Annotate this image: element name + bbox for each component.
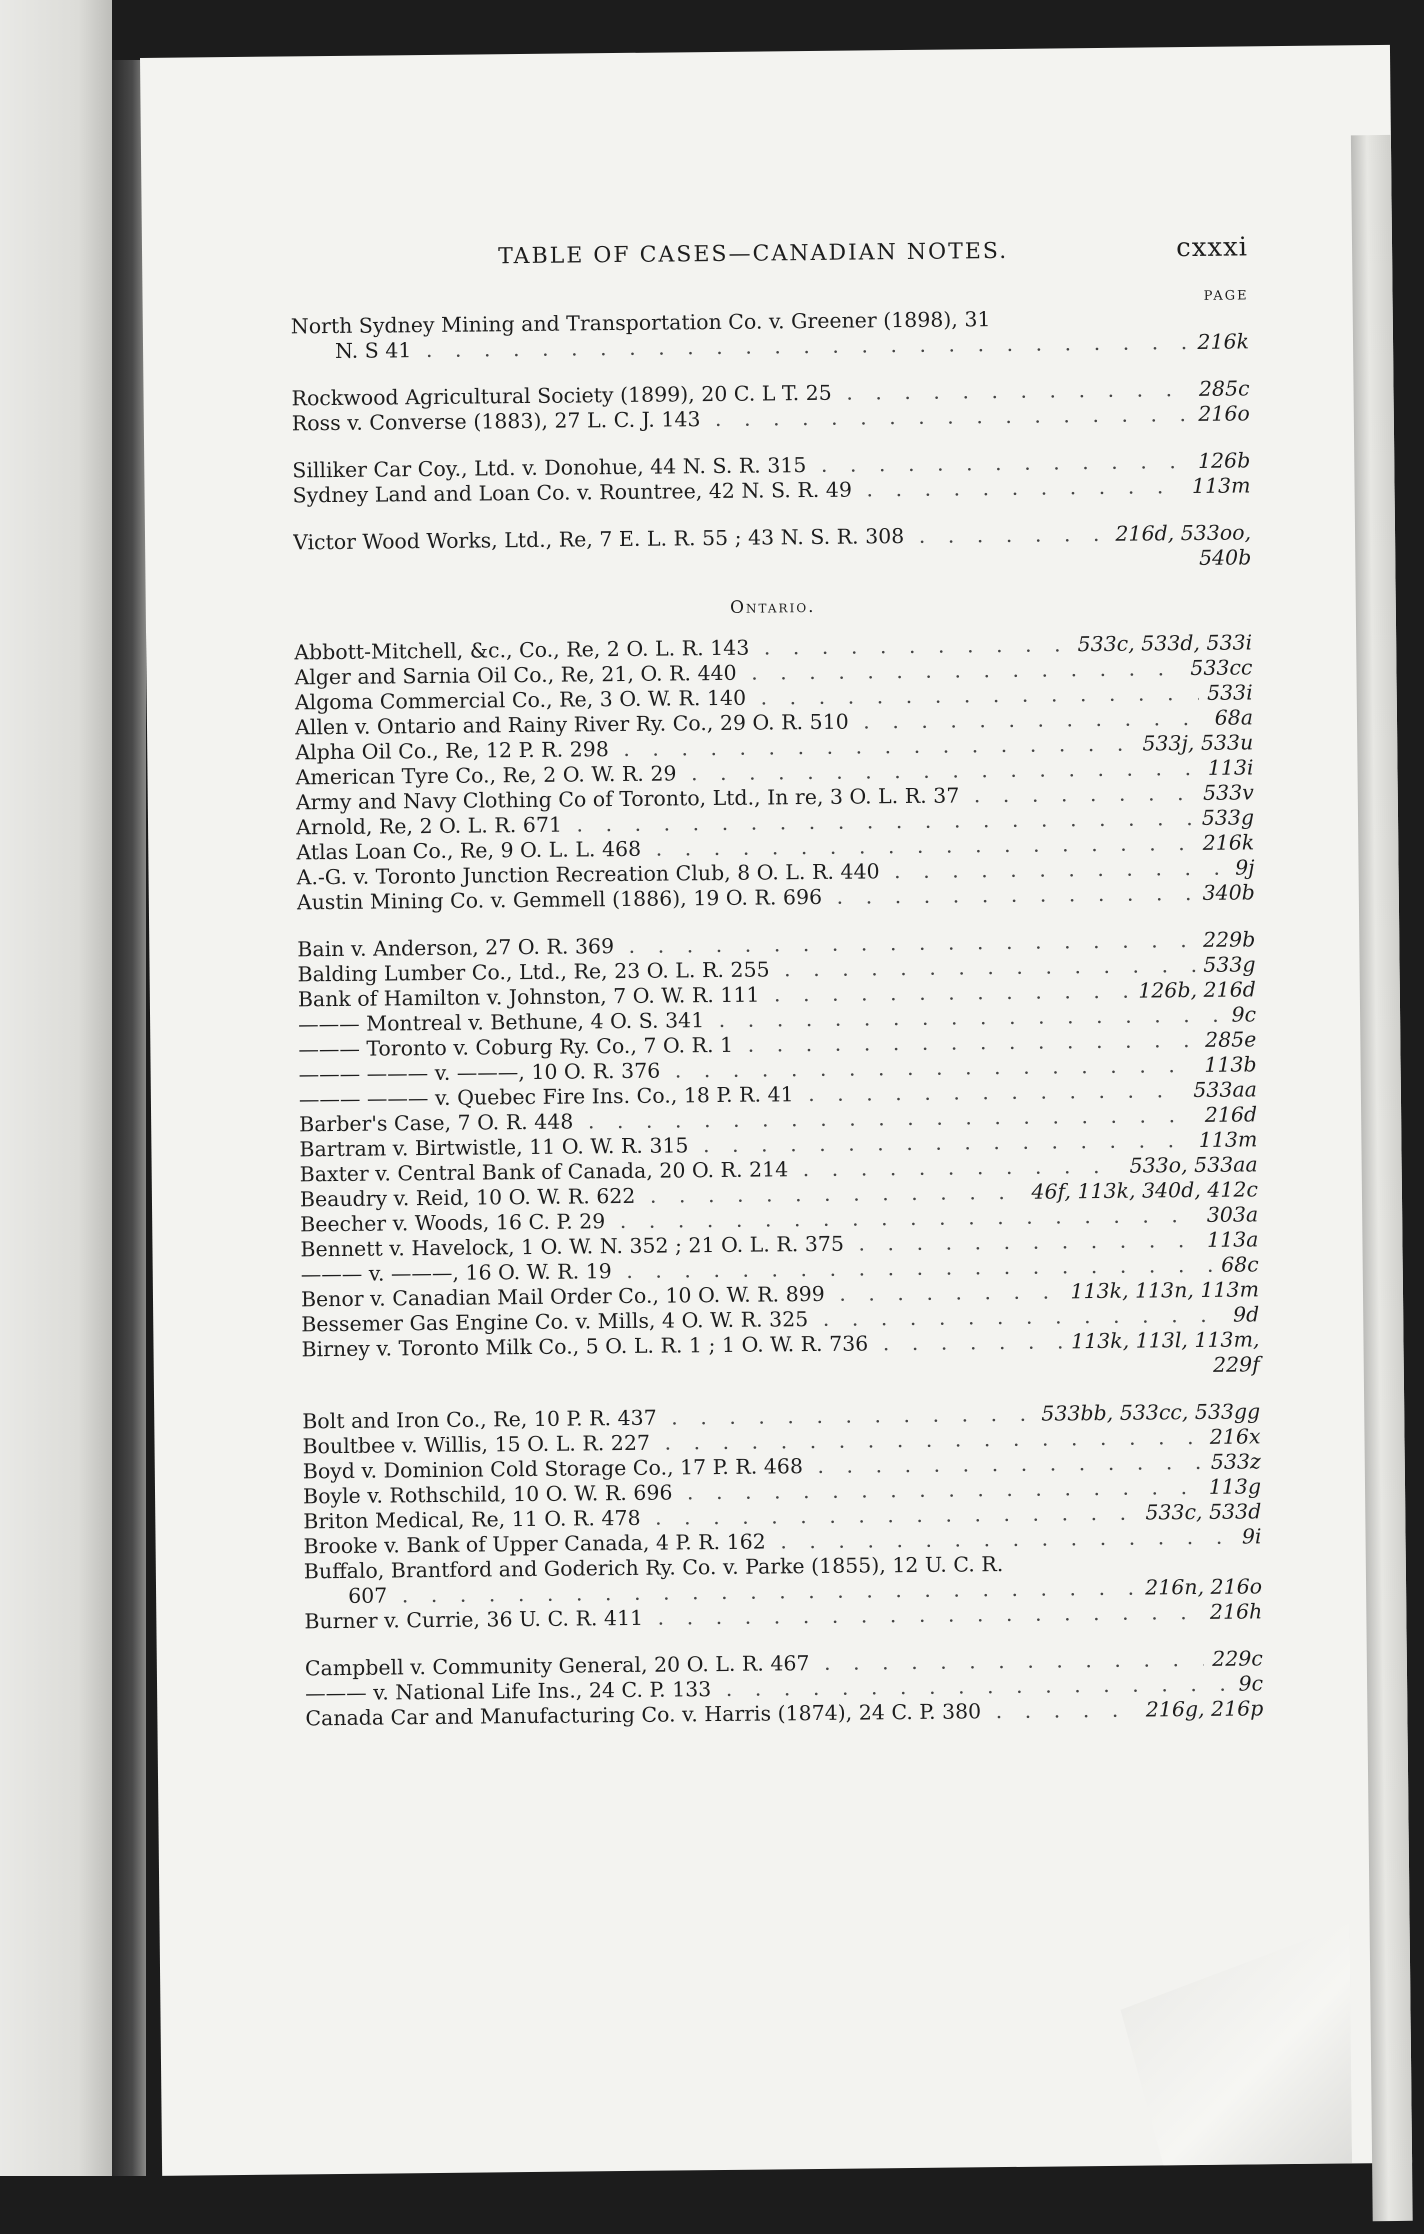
page-reference: 9d bbox=[1232, 1302, 1260, 1327]
case-name: Bennett v. Havelock, 1 O. W. N. 352 ; 21 O. L. R. 375 . . . bbox=[300, 1228, 1199, 1262]
folded-corner bbox=[1120, 1923, 1353, 2165]
case-name: Alpha Oil Co., Re, 12 P. R. 298 . . . bbox=[295, 732, 1134, 766]
case-entry bbox=[293, 520, 1251, 580]
page-reference: 216d, 533oo, bbox=[1115, 520, 1252, 546]
case-name: Campbell v. Community General, 20 O. L. R. 467 . . . bbox=[305, 1647, 1205, 1681]
case-name: Bain v. Anderson, 27 O. R. 369 . . . bbox=[297, 928, 1195, 962]
page-reference: 533i bbox=[1206, 680, 1253, 705]
page-reference: 113i bbox=[1207, 755, 1254, 780]
case-name: Rockwood Agricultural Society (1899), 20 C. L T. 25 . . . bbox=[291, 377, 1191, 411]
case-name: Silliker Car Coy., Ltd. v. Donohue, 44 N. S. R. 315 . . . bbox=[292, 449, 1190, 483]
page-reference: 533o, 533aa bbox=[1129, 1152, 1258, 1178]
page-reference: 113g bbox=[1208, 1474, 1262, 1499]
case-name: Boultbee v. Willis, 15 O. L. R. 227 . . . bbox=[302, 1425, 1202, 1459]
case-name: Alger and Sarnia Oil Co., Re, 21, O. R. 440 . . . bbox=[294, 656, 1182, 690]
facing-page-edge bbox=[0, 0, 112, 2176]
running-header bbox=[290, 232, 1248, 292]
page-reference: 285c bbox=[1198, 376, 1250, 401]
case-name: Bank of Hamilton v. Johnston, 7 O. W. R. 111 . . . bbox=[298, 979, 1131, 1013]
case-name: Beaudry v. Reid, 10 O. W. R. 622 . . . bbox=[300, 1180, 1024, 1213]
page-reference: 533cc bbox=[1190, 655, 1253, 681]
case-name: Ross v. Converse (1883), 27 L. C. J. 143 . . . bbox=[292, 402, 1191, 436]
page-reference: 533c, 533d, 533i bbox=[1077, 630, 1253, 657]
case-name: Bessemer Gas Engine Co. v. Mills, 4 O. W. R. 325 . . . bbox=[301, 1303, 1225, 1338]
page-reference: 229b bbox=[1202, 927, 1256, 952]
case-name: Bolt and Iron Co., Re, 10 P. R. 437 . . . bbox=[302, 1402, 1033, 1435]
page-reference: 303a bbox=[1206, 1202, 1259, 1227]
page-reference: 533g bbox=[1203, 952, 1256, 977]
page-reference: 216o bbox=[1198, 401, 1250, 426]
section-title-ontario: Ontario. bbox=[729, 596, 816, 618]
page-reference: 113m bbox=[1191, 473, 1251, 499]
case-name: Barber's Case, 7 O. R. 448 . . . bbox=[299, 1103, 1197, 1137]
page-reference: 68c bbox=[1220, 1252, 1259, 1277]
page-reference: 533c, 533d bbox=[1145, 1499, 1262, 1525]
page-reference: 216d bbox=[1204, 1102, 1258, 1127]
page-reference: 126b bbox=[1197, 448, 1251, 473]
case-name: Victor Wood Works, Ltd., Re, 7 E. L. R. 55 ; 43 N. S. R. 308 . . . bbox=[293, 522, 1108, 556]
case-name: Canada Car and Manufacturing Co. v. Harris (1874), 24 C. P. 380 . . . bbox=[305, 1698, 1138, 1732]
case-table bbox=[290, 232, 1264, 1731]
page-column-label: PAGE bbox=[1203, 288, 1249, 304]
page-reference: 113a bbox=[1206, 1227, 1259, 1252]
page-title: TABLE OF CASES—CANADIAN NOTES. bbox=[498, 238, 1009, 270]
page-number: cxxxi bbox=[1176, 232, 1249, 264]
ontario-cases bbox=[294, 630, 1263, 1731]
case-name: Buffalo, Brantford and Goderich Ry. Co. v. Parke (1855), 12 U. C. R. bbox=[303, 1552, 1004, 1584]
page-reference: 216k bbox=[1202, 830, 1255, 855]
case-name: Abbott-Mitchell, &c., Co., Re, 2 O. L. R. 143 . . . bbox=[294, 632, 1070, 665]
case-name: Boyle v. Rothschild, 10 O. W. R. 696 . . . bbox=[303, 1475, 1201, 1509]
case-name: Austin Mining Co. v. Gemmell (1886), 19 O. R. 696 . . . bbox=[297, 881, 1195, 915]
case-name-continued: 607 . . . bbox=[304, 1576, 1137, 1610]
book-page bbox=[140, 45, 1412, 2176]
case-name: ——— v. ———, 16 O. W. R. 19 . . . bbox=[301, 1253, 1214, 1288]
case-name: Birney v. Toronto Milk Co., 5 O. L. R. 1 ; 1 O. W. R. 736 . . . bbox=[301, 1329, 1063, 1362]
page-reference: 9c bbox=[1231, 1002, 1257, 1027]
page-reference: 216n, 216o bbox=[1145, 1574, 1263, 1600]
page-reference: 216x bbox=[1209, 1424, 1261, 1449]
case-name: North Sydney Mining and Transportation Co. v. Greener (1898), 31 bbox=[290, 307, 991, 339]
page-stack-edge bbox=[1351, 135, 1413, 2221]
case-name: ——— v. National Life Ins., 24 C. P. 133 . . . bbox=[305, 1672, 1231, 1707]
case-name: Beecher v. Woods, 16 C. P. 29 . . . bbox=[300, 1203, 1199, 1237]
case-name: Algoma Commercial Co., Re, 3 O. W. R. 140 . . . bbox=[295, 681, 1200, 715]
case-name: A.-G. v. Toronto Junction Recreation Club, 8 O. L. R. 440 . . . bbox=[296, 856, 1227, 891]
case-name: Brooke v. Bank of Upper Canada, 4 P. R. 162 . . . bbox=[303, 1525, 1234, 1560]
page-reference: 46f, 113k, 340d, 412c bbox=[1031, 1177, 1259, 1204]
page-reference-continued: 540b bbox=[1198, 545, 1252, 570]
page-reference: 216g, 216p bbox=[1145, 1696, 1264, 1722]
nova-scotia-cases bbox=[291, 304, 1252, 580]
case-name: Sydney Land and Loan Co. v. Rountree, 42 N. S. R. 49 . . . bbox=[292, 474, 1184, 508]
page-reference-continued: 229f bbox=[1212, 1352, 1260, 1377]
case-name: ——— Toronto v. Coburg Ry. Co., 7 O. R. 1 . . . bbox=[298, 1028, 1197, 1062]
case-name: Benor v. Canadian Mail Order Co., 10 O. W. R. 899 . . . bbox=[301, 1279, 1063, 1312]
book-spine bbox=[112, 60, 146, 2176]
page-reference: 68a bbox=[1214, 705, 1254, 730]
page-reference: 216k bbox=[1197, 329, 1250, 354]
case-name: ——— ——— v. ———, 10 O. R. 376 . . . bbox=[299, 1053, 1197, 1087]
case-name: Bartram v. Birtwistle, 11 O. W. R. 315 . . . bbox=[299, 1128, 1191, 1162]
case-name: Baxter v. Central Bank of Canada, 20 O. R. 214 . . . bbox=[300, 1154, 1122, 1188]
page-reference: 533v bbox=[1202, 780, 1254, 805]
page-reference: 9i bbox=[1241, 1524, 1262, 1549]
page-reference: 113b bbox=[1204, 1052, 1257, 1077]
case-entry bbox=[291, 304, 1249, 364]
page-reference: 533bb, 533cc, 533gg bbox=[1041, 1399, 1261, 1426]
page-reference: 9j bbox=[1235, 855, 1255, 880]
page-reference: 113k, 113n, 113m bbox=[1070, 1277, 1260, 1304]
page-reference: 533z bbox=[1210, 1449, 1261, 1474]
page-reference: 113k, 113l, 113m, bbox=[1070, 1327, 1260, 1354]
case-name-continued: N. S 41 . . . bbox=[291, 330, 1190, 364]
page-reference: 9c bbox=[1238, 1671, 1264, 1696]
case-name: Boyd v. Dominion Cold Storage Co., 17 P. R. 468 . . . bbox=[303, 1450, 1203, 1484]
page-reference: 340b bbox=[1202, 880, 1255, 905]
case-name: Army and Navy Clothing Co of Toronto, Ltd., In re, 3 O. L. R. 37 . . . bbox=[296, 781, 1195, 815]
case-name: Balding Lumber Co., Ltd., Re, 23 O. L. R. 255 . . . bbox=[297, 953, 1195, 987]
case-name: Arnold, Re, 2 O. L. R. 671 . . . bbox=[296, 806, 1194, 840]
case-name: Burner v. Currie, 36 U. C. R. 411 . . . bbox=[304, 1600, 1202, 1634]
case-name: Allen v. Ontario and Rainy River Ry. Co., 29 O. R. 510 . . . bbox=[295, 706, 1207, 741]
page-reference: 533g bbox=[1201, 805, 1255, 830]
page-reference: 126b, 216d bbox=[1138, 977, 1256, 1003]
page-reference: 216h bbox=[1209, 1599, 1263, 1624]
page-reference: 285e bbox=[1204, 1027, 1257, 1052]
case-name: Briton Medical, Re, 11 O. R. 478 . . . bbox=[303, 1501, 1137, 1535]
page-reference: 533aa bbox=[1193, 1077, 1257, 1103]
page-reference: 113m bbox=[1198, 1127, 1258, 1152]
case-name: ——— Montreal v. Bethune, 4 O. S. 341 . . . bbox=[298, 1003, 1224, 1038]
case-name: Atlas Loan Co., Re, 9 O. L. L. 468 . . . bbox=[296, 831, 1195, 865]
page-reference: 533j, 533u bbox=[1142, 730, 1254, 756]
case-name: American Tyre Co., Re, 2 O. W. R. 29 . . . bbox=[295, 756, 1200, 790]
page-reference: 229c bbox=[1212, 1646, 1263, 1671]
case-name: ——— ——— v. Quebec Fire Ins. Co., 18 P. R. 41 . . . bbox=[299, 1078, 1186, 1112]
